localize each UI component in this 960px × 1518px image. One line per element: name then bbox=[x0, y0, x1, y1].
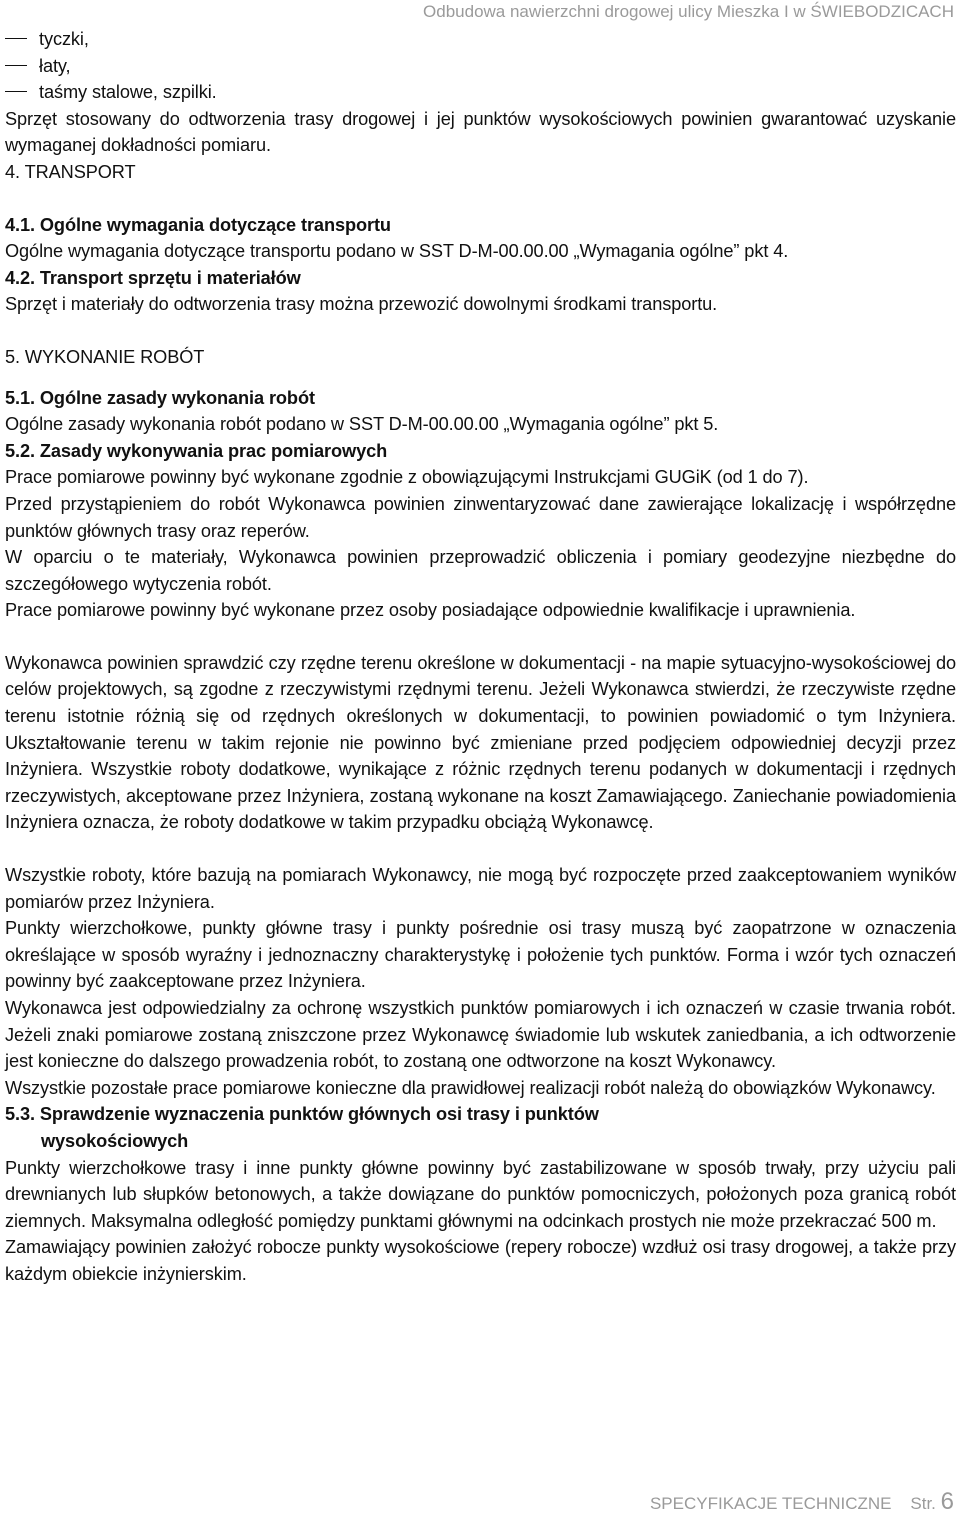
dash-bullet-icon bbox=[5, 65, 27, 66]
paragraph: Wszystkie pozostałe prace pomiarowe konieczne dla prawidłowej realizacji robót należą do obowiązków Wykonawcy. bbox=[5, 1077, 936, 1098]
subsection-heading: 5.2. Zasady wykonywania prac pomiarowych bbox=[5, 440, 388, 461]
page-prefix: Str. bbox=[910, 1494, 936, 1513]
paragraph: Wykonawca jest odpowiedzialny za ochronę wszystkich punktów pomiarowych i ich oznaczeń w czasie trwania robót. Jeżeli znaki pomiarowe zostaną zniszczone przez Wykonawcę świadomie lub wskutek zaniedbania, a ich odtworzenie jest konieczne do dalszego prowadzenia robót, to zostaną one odtworzone na koszt Wykonawcy. bbox=[5, 998, 956, 1072]
list-item bbox=[5, 53, 956, 80]
paragraph: Punkty wierzchołkowe trasy i inne punkty główne powinny być zastabilizowane w sposób trwały, przy użyciu pali drewnianych lub słupków betonowych, a także dowiązane do punktów pomocniczych, położonych poza granicą robót ziemnych. Maksymalna odległość pomiędzy punktami głównymi na odcinkach prostych nie może przekraczać 500 m. bbox=[5, 1157, 956, 1231]
subsection-heading-continuation: wysokościowych bbox=[41, 1130, 189, 1151]
page-header: Odbudowa nawierzchni drogowej ulicy Mieszka I w ŚWIEBODZICACH bbox=[423, 2, 954, 21]
list-item-text: taśmy stalowe, szpilki. bbox=[39, 82, 217, 103]
subsection-heading: 5.1. Ogólne zasady wykonania robót bbox=[5, 387, 315, 408]
paragraph: Wykonawca powinien sprawdzić czy rzędne terenu określone w dokumentacji - na mapie sytuacyjno-wysokościowej do celów projektowych, są zgodne z rzeczywistymi rzędnymi terenu. Jeżeli Wykonawca stwierdzi, że rzeczywiste rzędne terenu istotnie różnią się od rzędnych określonych w dokumentacji, to powinien powiadomić o tym Inżyniera. Ukształtowanie terenu w takim rejonie nie powinno być zmieniane przed podjęciem odpowiedniej decyzji przez Inżyniera. Wszystkie roboty dodatkowe, wynikające z różnic rzędnych terenu podanych w dokumentacji i rzędnych rzeczywistych, akceptowane przez Inżyniera, zostaną wykonane na koszt Zamawiającego. Zaniechanie powiadomienia Inżyniera oznacza, że roboty dodatkowe w takim przypadku obciążą Wykonawcę. bbox=[5, 652, 956, 833]
list-item-text: tyczki, bbox=[39, 29, 89, 49]
subsection-heading: 5.3. Sprawdzenie wyznaczenia punktów głównych osi trasy i punktów bbox=[5, 1104, 599, 1125]
paragraph: Sprzęt stosowany do odtworzenia trasy drogowej i jej punktów wysokościowych powinien gwarantować uzyskanie wymaganej dokładności pomiaru. bbox=[5, 108, 956, 156]
section-heading: 4. TRANSPORT bbox=[5, 161, 136, 182]
paragraph: W oparciu o te materiały, Wykonawca powinien przeprowadzić obliczenia i pomiary geodezyjne niezbędne do szczegółowego wytyczenia robót. bbox=[5, 547, 956, 594]
paragraph: Prace pomiarowe powinny być wykonane zgodnie z obowiązującymi Instrukcjami GUGiK (od 1 do 7). bbox=[5, 467, 809, 488]
page-number: 6 bbox=[940, 1488, 954, 1515]
subsection-heading: 4.1. Ogólne wymagania dotyczące transportu bbox=[5, 214, 391, 235]
paragraph: Przed przystąpieniem do robót Wykonawca powinien zinwentaryzować dane zawierające lokalizację i współrzędne punktów głównych trasy oraz reperów. bbox=[5, 493, 956, 541]
dash-bullet-icon bbox=[5, 38, 27, 39]
paragraph: Wszystkie roboty, które bazują na pomiarach Wykonawcy, nie mogą być rozpoczęte przed zaakceptowaniem wyników pomiarów przez Inżyniera. bbox=[5, 865, 956, 912]
list-item-text: łaty, bbox=[39, 55, 71, 76]
paragraph: Ogólne zasady wykonania robót podano w SST D-M-00.00.00 „Wymagania ogólne” pkt 5. bbox=[5, 414, 719, 435]
list-item bbox=[5, 79, 956, 106]
paragraph: Zamawiający powinien założyć robocze punkty wysokościowe (repery robocze) wzdłuż osi trasy drogowej, a także przy każdym obiekcie inżynierskim. bbox=[5, 1237, 956, 1284]
list-item bbox=[5, 26, 956, 53]
dash-bullet-icon bbox=[5, 91, 27, 92]
paragraph: Sprzęt i materiały do odtworzenia trasy można przewozić dowolnymi środkami transportu. bbox=[5, 294, 718, 315]
paragraph: Prace pomiarowe powinny być wykonane przez osoby posiadające odpowiednie kwalifikacje i uprawnienia. bbox=[5, 600, 856, 621]
footer-label: SPECYFIKACJE TECHNICZNE bbox=[649, 1494, 892, 1513]
page-footer bbox=[650, 1488, 954, 1516]
paragraph: Punkty wierzchołkowe, punkty główne trasy i punkty pośrednie osi trasy muszą być zaopatrzone w oznaczenia określające w sposób wyraźny i jednoznaczny charakterystykę i położenie tych punktów. Forma i wzór tych oznaczeń powinny być zaakceptowane przez Inżyniera. bbox=[5, 918, 956, 992]
paragraph: Ogólne wymagania dotyczące transportu podano w SST D-M-00.00.00 „Wymagania ogólne” pkt 4. bbox=[5, 241, 789, 262]
document-body bbox=[5, 26, 956, 1288]
subsection-heading: 4.2. Transport sprzętu i materiałów bbox=[5, 267, 301, 288]
section-heading: 5. WYKONANIE ROBÓT bbox=[5, 346, 205, 367]
